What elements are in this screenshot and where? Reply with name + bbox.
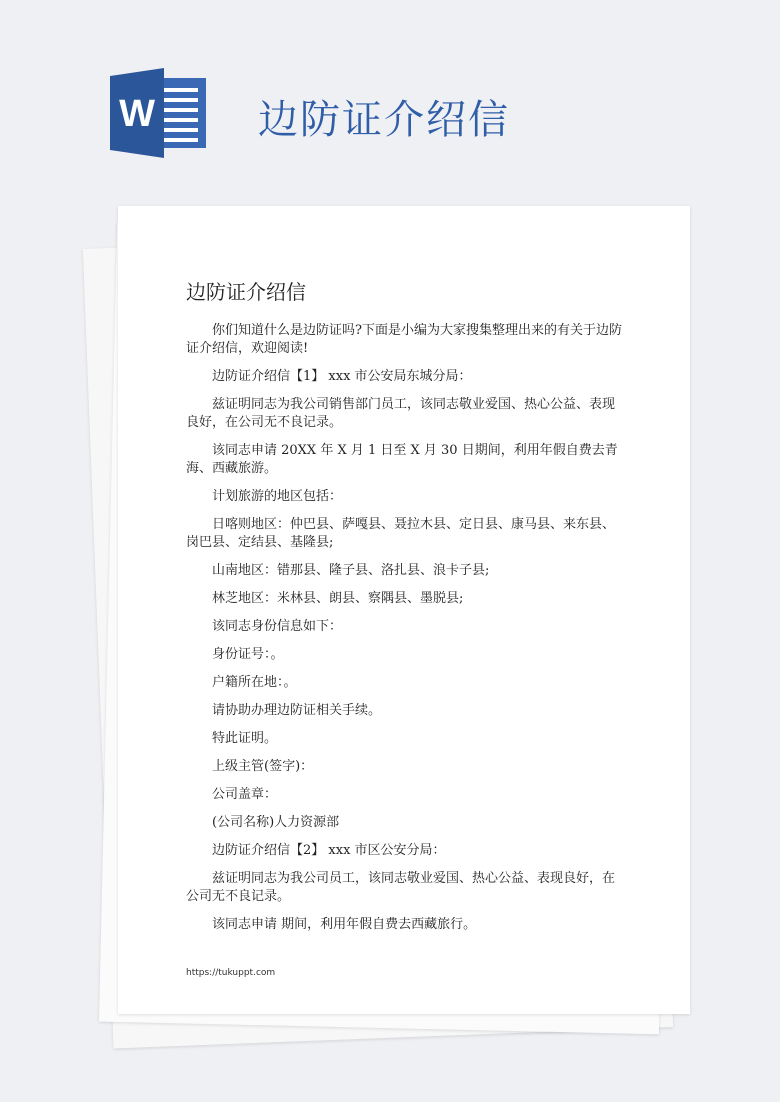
paragraph: 你们知道什么是边防证吗?下面是小编为大家搜集整理出来的有关于边防证介绍信，欢迎阅读!	[186, 323, 622, 356]
paragraph: 该同志申请 20XX 年 X 月 1 日至 X 月 30 日期间，利用年假自费去青海、西藏旅游。	[186, 443, 618, 476]
paragraph: 户籍所在地：。	[212, 675, 297, 690]
document-body	[186, 322, 622, 944]
word-logo-letter: W	[119, 93, 155, 135]
paragraph: 林芝地区：米林县、朗县、察隅县、墨脱县;	[212, 591, 464, 606]
paragraph: 该同志申请 期间，利用年假自费去西藏旅行。	[212, 917, 477, 932]
paragraph: 公司盖章：	[212, 787, 278, 802]
paragraph: 山南地区：错那县、隆子县、洛扎县、浪卡子县;	[212, 563, 490, 578]
paragraph: 特此证明。	[212, 731, 278, 746]
paragraph: (公司名称)人力资源部	[212, 815, 340, 830]
paragraph: 日喀则地区：仲巴县、萨嘎县、聂拉木县、定日县、康马县、来东县、岗巴县、定结县、基隆县;	[186, 517, 616, 550]
paragraph: 边防证介绍信【1】 xxx 市公安局东城分局：	[212, 369, 472, 384]
paragraph: 请协助办理边防证相关手续。	[212, 703, 382, 718]
header-title: 边防证介绍信	[258, 97, 510, 143]
paragraph: 身份证号：。	[212, 647, 284, 662]
paragraph: 该同志身份信息如下：	[212, 619, 343, 634]
word-document-icon	[110, 68, 210, 158]
paragraph: 边防证介绍信【2】 xxx 市区公安分局：	[212, 843, 446, 858]
paragraph: 计划旅游的地区包括：	[212, 489, 343, 504]
paragraph: 兹证明同志为我公司员工，该同志敬业爱国、热心公益、表现良好，在公司无不良记录。	[186, 871, 616, 904]
document-page	[118, 206, 690, 1014]
preview-header	[0, 0, 780, 200]
document-title: 边防证介绍信	[186, 280, 306, 304]
paragraph: 上级主管(签字)：	[212, 759, 314, 774]
footer-url: https://tukuppt.com	[186, 968, 276, 978]
paragraph: 兹证明同志为我公司销售部门员工，该同志敬业爱国、热心公益、表现良好，在公司无不良记录。	[186, 397, 616, 430]
